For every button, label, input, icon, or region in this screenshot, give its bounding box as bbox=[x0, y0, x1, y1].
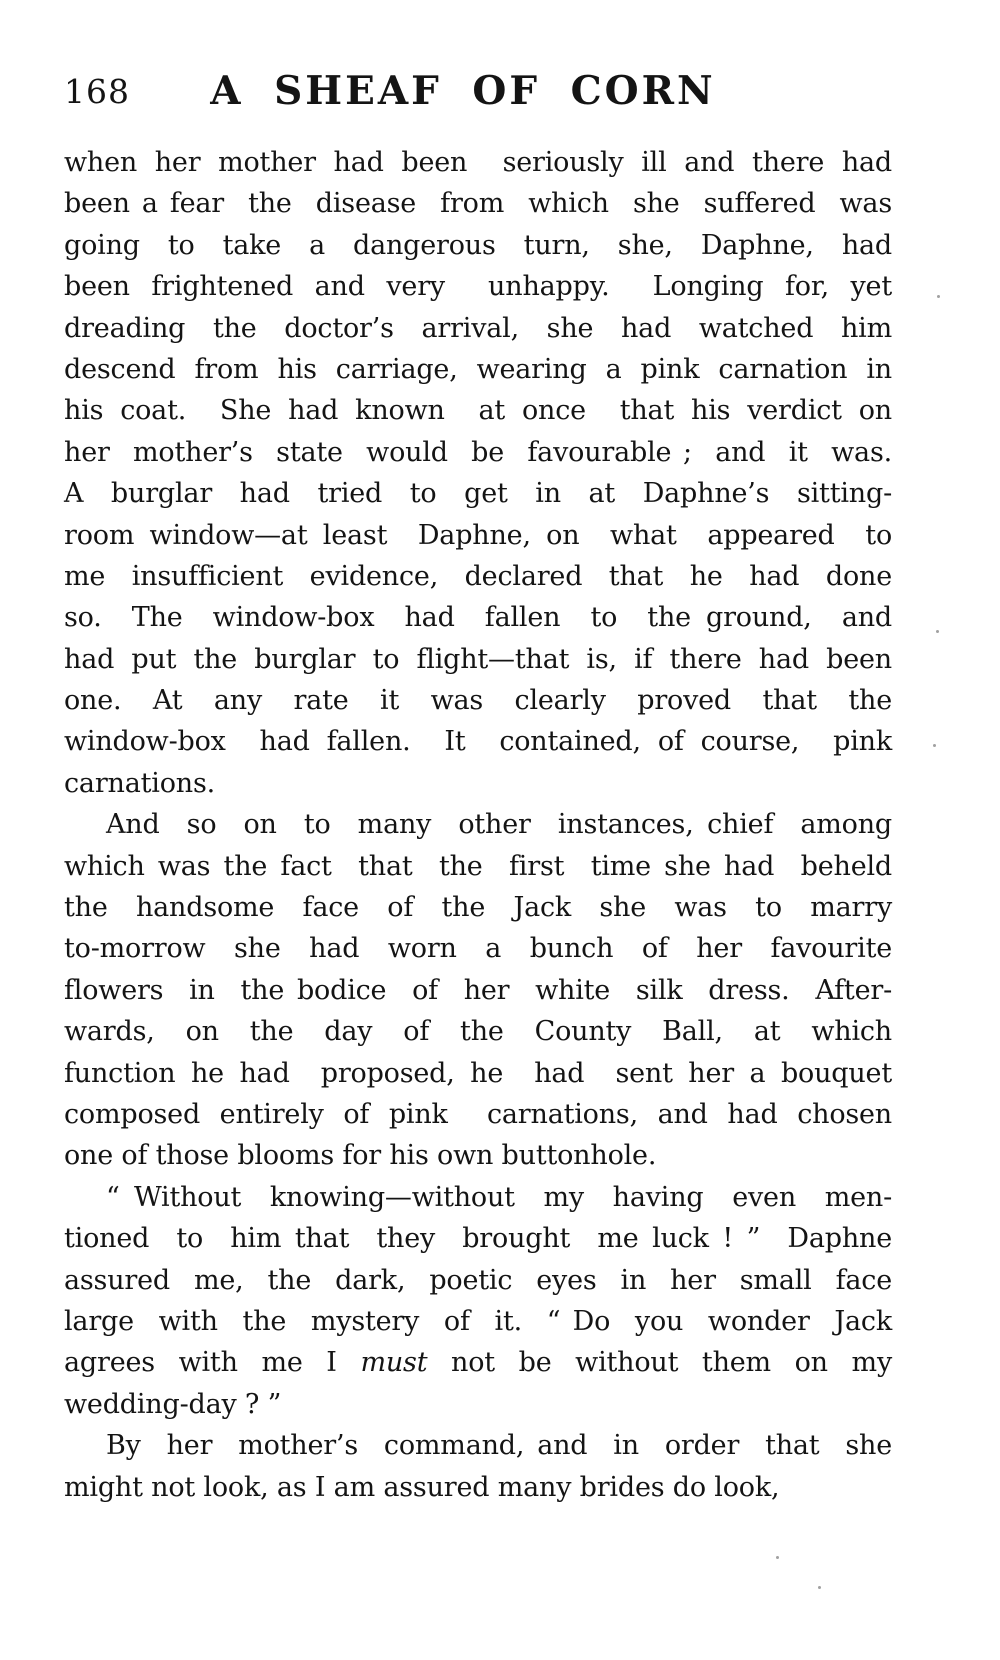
scan-speck bbox=[937, 295, 940, 298]
text-line: been frightened and very unhappy. Longing for, yet bbox=[64, 271, 892, 303]
text-line: window-box had fallen. It contained, of course, pink bbox=[64, 726, 892, 758]
text-line: flowers in the bodice of her white silk dress. After- bbox=[64, 974, 892, 1006]
scan-speck bbox=[818, 1586, 821, 1589]
text-line: And so on to many other instances, chief among bbox=[106, 809, 892, 841]
scan-speck bbox=[936, 630, 939, 633]
text-line: so. The window-box had fallen to the ground, and bbox=[64, 602, 892, 634]
paragraph bbox=[64, 1425, 892, 1508]
text-line: carnations. bbox=[64, 767, 215, 799]
text-line: her mother’s state would be favourable ; and it was. bbox=[64, 436, 892, 468]
text-line: By her mother’s command, and in order that she bbox=[106, 1430, 892, 1462]
text-line: dreading the doctor’s arrival, she had watched him bbox=[64, 312, 892, 344]
page-number: 168 bbox=[64, 72, 130, 111]
text-line: one. At any rate it was clearly proved that the bbox=[64, 685, 892, 717]
page-title: A SHEAF OF CORN bbox=[210, 68, 716, 114]
text-line: assured me, the dark, poetic eyes in her small face bbox=[64, 1264, 892, 1296]
page-header bbox=[64, 68, 892, 114]
text-line: might not look, as I am assured many brides do look, bbox=[64, 1471, 780, 1503]
text-line: descend from his carriage, wearing a pink carnation in bbox=[64, 353, 892, 385]
text-line: wards, on the day of the County Ball, at which bbox=[64, 1016, 892, 1048]
text-line: which was the fact that the first time she had beheld bbox=[64, 850, 892, 882]
text-block bbox=[64, 142, 892, 1508]
text-line: been a fear the disease from which she suffered was bbox=[64, 188, 892, 220]
paragraph bbox=[64, 1177, 892, 1425]
text-line: wedding-day ? ” bbox=[64, 1388, 282, 1420]
scan-speck bbox=[933, 744, 936, 747]
text-line: agrees with me I must not be without them on my bbox=[64, 1347, 892, 1379]
text-line: A burglar had tried to get in at Daphne’s sitting- bbox=[64, 478, 892, 510]
book-page bbox=[64, 68, 892, 1508]
text-line: going to take a dangerous turn, she, Daphne, had bbox=[64, 229, 892, 261]
text-line: large with the mystery of it. “ Do you wonder Jack bbox=[64, 1305, 892, 1337]
text-line: me insufficient evidence, declared that he had done bbox=[64, 560, 892, 592]
text-line: function he had proposed, he had sent her a bouquet bbox=[64, 1057, 892, 1089]
paragraph bbox=[64, 804, 892, 1177]
text-line: his coat. She had known at once that his verdict on bbox=[64, 395, 892, 427]
text-line: to-morrow she had worn a bunch of her favourite bbox=[64, 933, 892, 965]
scan-speck bbox=[776, 1556, 779, 1559]
text-line: when her mother had been seriously ill and there had bbox=[64, 147, 892, 178]
text-line: tioned to him that they brought me luck ! ” Daphne bbox=[64, 1223, 892, 1255]
text-line: composed entirely of pink carnations, and had chosen bbox=[64, 1098, 892, 1130]
text-line: had put the burglar to flight—that is, if there had been bbox=[64, 643, 892, 675]
text-line: “ Without knowing—without my having even men- bbox=[106, 1181, 892, 1213]
text-line: one of those blooms for his own buttonhole. bbox=[64, 1140, 657, 1172]
text-line: the handsome face of the Jack she was to marry bbox=[64, 892, 892, 924]
text-line: room window—at least Daphne, on what appeared to bbox=[64, 519, 892, 551]
paragraph bbox=[64, 142, 892, 804]
